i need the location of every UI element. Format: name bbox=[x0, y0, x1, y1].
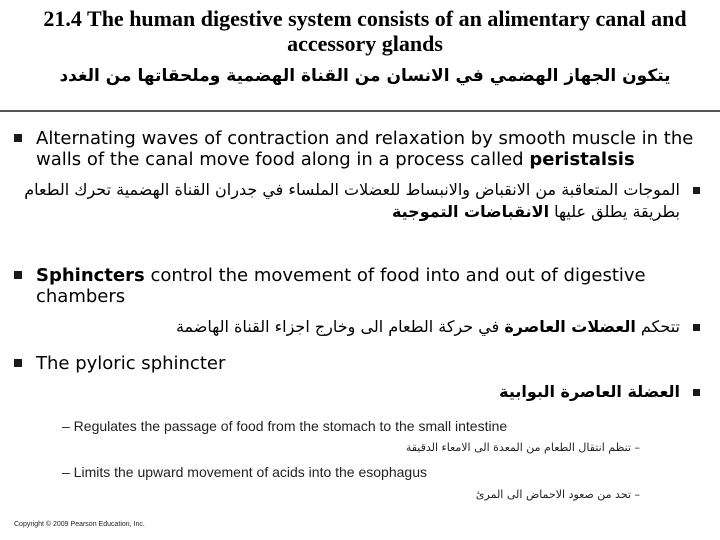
bullet-text-arabic-pre: تتحكم bbox=[635, 317, 680, 336]
bullet-text-bold: Sphincters bbox=[36, 265, 145, 286]
bullet-peristalsis bbox=[14, 128, 704, 170]
square-bullet-icon bbox=[693, 389, 700, 396]
sub-bullet-regulates: – Regulates the passage of food from the stomach to the small intestine bbox=[62, 418, 508, 434]
sub-bullet-limits: – Limits the upward movement of acids into the esophagus bbox=[62, 464, 427, 480]
bullet-text bbox=[36, 265, 704, 307]
square-bullet-icon bbox=[14, 359, 22, 367]
bullet-sphincters bbox=[14, 265, 704, 307]
sub-bullet-limits-arabic: – تحد من صعود الاحماض الى المرئ bbox=[475, 488, 640, 501]
bullet-text bbox=[36, 128, 704, 170]
slide-title-arabic: يتكون الجهاز الهضمي في الانسان من القناة الهضمية وملحقاتها من الغدد bbox=[59, 66, 671, 86]
bullet-sphincters-arabic bbox=[10, 316, 696, 338]
square-bullet-icon bbox=[14, 134, 22, 142]
title-divider bbox=[0, 110, 720, 112]
bullet-text-main: control the movement of food into and out of digestive chambers bbox=[36, 265, 646, 307]
bullet-text-main: Alternating waves of contraction and relaxation by smooth muscle in the walls of the canal move food along in a process called bbox=[36, 128, 694, 170]
bullet-peristalsis-arabic bbox=[10, 179, 696, 223]
bullet-text-arabic-bold: الانقباضات التموجية bbox=[391, 202, 550, 221]
bullet-text-arabic-bold: العضلة العاصرة البوابية bbox=[499, 382, 680, 401]
bullet-text: The pyloric sphincter bbox=[36, 353, 226, 374]
bullet-text-arabic bbox=[10, 381, 680, 403]
bullet-text-arabic-main: في حركة الطعام الى وخارج اجزاء القناة الهاضمة bbox=[175, 317, 505, 336]
copyright-footer: Copyright © 2009 Pearson Education, Inc. bbox=[14, 521, 145, 528]
slide-title: 21.4 The human digestive system consists of an alimentary canal and accessory glands bbox=[43, 6, 687, 56]
square-bullet-icon bbox=[14, 271, 22, 279]
bullet-text-bold: peristalsis bbox=[529, 149, 635, 170]
bullet-pyloric-sphincter-arabic bbox=[10, 381, 696, 403]
square-bullet-icon bbox=[693, 187, 700, 194]
bullet-text-arabic-bold: العضلات العاصرة bbox=[504, 317, 636, 336]
square-bullet-icon bbox=[693, 324, 700, 331]
bullet-text-arabic bbox=[10, 316, 680, 338]
bullet-pyloric-sphincter bbox=[14, 353, 704, 374]
sub-bullet-regulates-arabic: – تنظم انتقال الطعام من المعدة الى الامعاء الدقيقة bbox=[405, 441, 640, 454]
bullet-text-arabic bbox=[10, 179, 680, 223]
bullet-text-arabic-main: الموجات المتعاقبة من الانقباض والانبساط للعضلات الملساء في جدران القناة الهضمية تحرك الطعام بطريقة يطلق عليها bbox=[24, 180, 680, 221]
